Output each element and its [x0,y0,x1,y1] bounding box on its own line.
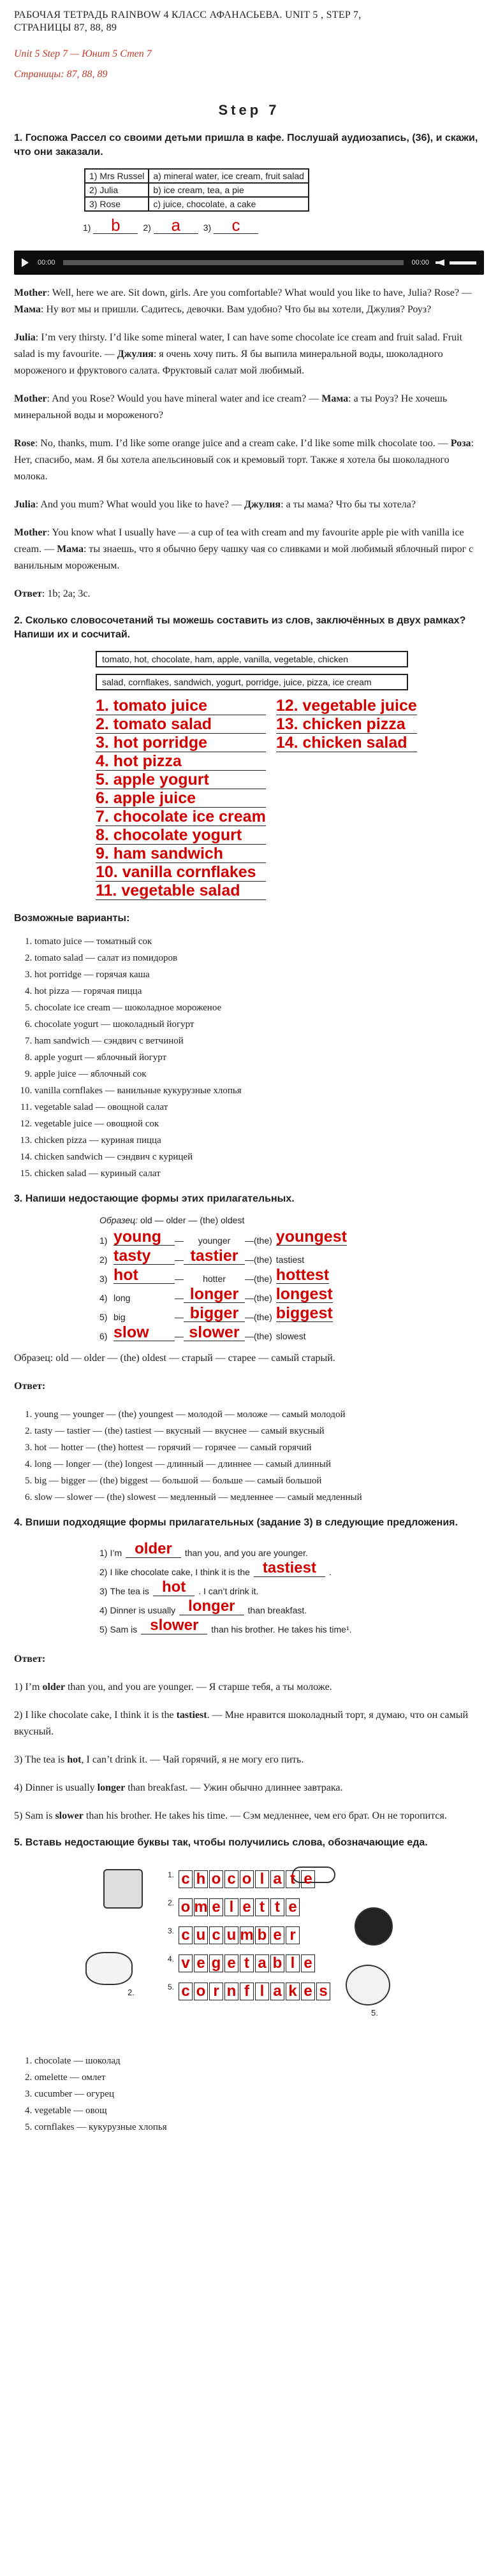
form-superlative: longest [275,1285,333,1303]
crossword-cell: v [179,1954,193,1972]
speaker: Mother [14,287,47,298]
crossword [14,1863,484,2041]
variants-title: Возможные варианты: [14,913,130,924]
filled-word: slower [141,1617,207,1634]
list-item: 13. chicken pizza — куриная пицца [34,1132,484,1149]
handwritten-phrase: 12. vegetable juice [275,697,417,715]
crossword-cell: k [286,1983,300,2000]
crossword-cell: e [194,1954,208,1972]
the-label: (the) [254,1312,272,1322]
sentence-end: . I can’t drink it. [198,1586,259,1596]
list-item: 11. vegetable salad — овощной салат [34,1099,484,1116]
task-1-title: 1. Госпожа Рассел со своими детьми пришла в кафе. Послушай аудиозапись, (36), и скажи, что они заказали. [14,133,478,157]
form-positive: tasty [114,1248,175,1265]
sentence-end: than breakfast. [247,1605,307,1615]
list-item: 2. tomato salad — салат из помидоров [34,950,484,966]
forms-row: 1) young — younger — (the) youngest [99,1228,347,1246]
crossword-cell: e [240,1898,254,1916]
form-comparative: tastier [184,1248,245,1265]
crossword-word [179,1870,316,1888]
fill-row [99,1558,484,1577]
forms-row: 5) big — bigger — (the) biggest [99,1304,333,1322]
crossword-cell: e [209,1898,223,1916]
crossword-cell: c [179,1870,193,1888]
task-1-table [84,168,309,212]
handwritten-phrase: 11. vegetable salad [96,882,266,900]
answer-word: hot [67,1754,82,1765]
line-text-ru: : я очень хочу пить. Я бы выпила минеральной воды, шоколадного мороженого и фруктового салата. Фруктовый салат мой любимый. [14,349,443,376]
answer-part: than his brother. He takes his time. — Сэм медленнее, чем его брат. Он не торопится. [83,1810,447,1821]
fill-rows [14,1539,484,1634]
task-4-title: 4. Впиши подходящие формы прилагательных (задание 3) в следующие предложения. [14,1517,458,1528]
dialogue [14,285,484,574]
forms-row: 6) slow — slower — (the) slowest [99,1323,306,1341]
cornflakes-picture [346,1965,390,2005]
crossword-cell: l [255,1983,269,2000]
crossword-cell: a [255,1954,269,1972]
crossword-cell: e [301,1983,315,2000]
crossword-number: 1. [168,1870,175,1879]
answer-number: 2) [143,222,151,233]
match-left: 1) Mrs Russel [85,169,149,183]
match-left: 3) Rose [85,197,149,211]
answer-part: than breakfast. — Ужин обычно длиннее завтрака. [125,1782,343,1793]
dialogue-line [14,330,484,379]
speaker: Mother [14,393,47,404]
breadcrumb[interactable]: Unit 5 Step 7 — Юнит 5 Степ 7 [14,48,152,59]
the-label: (the) [254,1293,272,1303]
speaker-ru: Джулия [117,349,154,360]
omelette-picture [85,1952,133,1985]
sentence-start: I like chocolate cake, I think it is the [110,1567,250,1577]
answer-part: Dinner is usually [25,1782,98,1793]
handwritten-phrase: 4. hot pizza [96,752,266,771]
seek-bar[interactable] [63,260,404,265]
answer-1 [14,586,484,602]
answer-value: a [154,217,198,234]
list-item: 10. vanilla cornflakes — ванильные кукурузные хлопья [34,1082,484,1099]
form-superlative: tastiest [275,1255,305,1265]
match-right: a) mineral water, ice cream, fruit salad [149,169,309,183]
crossword-cell: t [240,1954,254,1972]
speaker: Rose [14,438,35,449]
line-text: : And you mum? What would you like to have? — [35,499,245,510]
list-item: 12. vegetable juice — овощной сок [34,1116,484,1132]
forms-row: 2) tasty — tastier — (the) tastiest [99,1247,305,1265]
row-number: 6) [99,1331,108,1341]
crossword-cell: e [270,1926,284,1944]
crossword-cell: o [179,1898,193,1916]
form-positive: big [114,1312,126,1322]
row-number: 1) [99,1548,108,1558]
speaker: Mother [14,527,47,538]
crossword-cell: e [286,1898,300,1916]
fill-row [99,1596,484,1615]
example-word: Образец: [99,1215,138,1225]
sentence-start: I’m [110,1548,122,1558]
match-left: 2) Julia [85,183,149,197]
crossword-cell: l [255,1870,269,1888]
row-number: 5) [99,1312,108,1322]
line-text: : And you Rose? Would you have mineral water and ice cream? — [47,393,322,404]
sentence-start: The tea is [110,1586,149,1596]
answer-sentence: 4) Dinner is usually longer than breakfast. — Ужин обычно длиннее завтрака. [14,1782,343,1793]
list-item: 6. slow — slower — (the) slowest — медленный — медленнее — самый медленный [34,1489,484,1506]
list-item: 9. apple juice — яблочный сок [34,1066,484,1082]
crossword-cell: o [240,1870,254,1888]
dialogue-line [14,525,484,574]
sentence-end: . [328,1567,332,1577]
answer-part: , I can’t drink it. — Чай горячий, я не могу его пить. [81,1754,304,1765]
form-comparative: hotter [203,1274,226,1284]
match-right: b) ice cream, tea, a pie [149,183,309,197]
forms-block [99,1215,484,1341]
list-item: 5. chocolate ice cream — шоколадное мороженое [34,1000,484,1016]
list-item: 7. ham sandwich — сэндвич с ветчиной [34,1033,484,1049]
line-text-ru: : Нет, спасибо, мам. Я бы хотела апельсиновый сок и кремовый торт. Также я хотела бы шоколадного молока. [14,438,474,482]
answer-word: longer [97,1782,126,1793]
page-title-line-1: РАБОЧАЯ ТЕТРАДЬ RAINBOW 4 КЛАСС АФАНАСЬЕВА. UNIT 5 , STEP 7, [14,10,362,20]
crossword-cell: e [224,1954,238,1972]
form-superlative: slowest [275,1331,306,1341]
dialogue-line [14,391,484,424]
crossword-cell: m [194,1898,208,1916]
speaker: Julia [14,499,36,510]
dialogue-line [14,285,484,318]
crossword-cell: e [301,1954,315,1972]
crossword-cell: o [209,1870,223,1888]
crossword-cell: b [270,1954,284,1972]
volume-slider[interactable] [450,261,476,265]
crossword-number: 2. [168,1898,175,1907]
row-number: 2) [99,1567,108,1577]
audio-player[interactable] [14,251,484,275]
forms-row: 4) long — longer — (the) longest [99,1285,333,1303]
answer-part: Sam is [25,1810,55,1821]
crossword-cell: t [270,1898,284,1916]
crossword-cell: f [240,1983,254,2000]
crossword-cell: b [255,1926,269,1944]
answer-3-label: Ответ: [14,1381,46,1392]
crossword-cell: t [286,1870,300,1888]
form-positive: hot [114,1267,175,1284]
speaker-ru: Мама [321,393,349,404]
crossword-cell: t [255,1898,269,1916]
word-box-2: salad, cornflakes, sandwich, yogurt, porridge, juice, pizza, ice cream [96,674,408,690]
list-item: 5. big — bigger — (the) biggest — большой — больше — самый большой [34,1473,484,1489]
handwritten-phrase: 10. vanilla cornflakes [96,863,266,882]
row-number: 2) [99,1255,108,1265]
crossword-cell: c [179,1926,193,1944]
step-title: Step 7 [218,102,280,118]
fill-row [99,1539,484,1558]
answer-part: than you, and you are younger. — Я старше тебя, а ты моложе. [64,1682,332,1692]
sentence-start: Sam is [110,1624,138,1634]
answer-number: 3) [203,222,212,233]
crossword-cell: c [224,1870,238,1888]
crossword-cell: c [209,1926,223,1944]
speaker-ru: Мама [57,544,84,555]
forms-row: 3) hot — hotter — (the) hottest [99,1266,330,1284]
handwritten-phrase: 7. chocolate ice cream [96,808,266,826]
forms-example [99,1215,484,1225]
answer-4-label: Ответ: [14,1654,46,1664]
fill-row [99,1615,484,1634]
list-item: 3. hot porridge — горячая каша [34,966,484,983]
line-text: : I’m very thirsty. I’d like some mineral water, I can have some chocolate ice cream and fruit salad. Fruit salad is my favourite. — [14,332,462,360]
list-item: 5. cornflakes — кукурузные хлопья [34,2119,484,2136]
task-5-title: 5. Вставь недостающие буквы так, чтобы получились слова, обозначающие еда. [14,1837,428,1848]
answer-part: I’m [25,1682,43,1692]
crossword-number: 3. [168,1926,175,1935]
filled-word: older [126,1541,181,1558]
answers-column-1 [96,697,266,900]
speaker-ru: Роза [450,438,471,449]
the-label: (the) [254,1235,272,1246]
speaker-ru: Джулия [244,499,281,510]
sentence-start: Dinner is usually [110,1605,176,1615]
answer-label: Ответ [14,1654,42,1664]
form-positive: slow [114,1324,175,1341]
picture-label-5: 5. [371,2008,378,2018]
row-number: 3) [99,1586,108,1596]
task-3-title: 3. Напиши недостающие формы этих прилагательных. [14,1193,295,1204]
line-text-ru: : Ну вот мы и пришли. Садитесь, девочки. Вам удобно? Что бы вы хотели, Джулия? Роуз? [40,304,432,315]
chocolate-picture [103,1869,143,1909]
match-row [85,183,309,197]
handwritten-phrase: 5. apple yogurt [96,771,266,789]
crossword-cell: g [209,1954,223,1972]
form-superlative: biggest [275,1304,333,1322]
crossword-cell: l [224,1898,238,1916]
crossword-cell: a [270,1870,284,1888]
form-positive: long [114,1293,131,1303]
row-number: 3) [99,1274,108,1284]
answers-5-list [14,2053,484,2136]
list-item: 2. omelette — омлет [34,2069,484,2086]
line-text: : You know what I usually have — a cup of tea with cream and my favourite apple pie with vanilla ice cream. — [14,527,464,555]
handwritten-phrase: 1. tomato juice [96,697,266,715]
dialogue-line [14,497,484,513]
match-right: c) juice, chocolate, a cake [149,197,309,211]
list-item: 4. hot pizza — горячая пицца [34,983,484,1000]
crossword-cell: m [240,1926,254,1944]
handwritten-phrase: 9. ham sandwich [96,845,266,863]
line-text-ru: : а ты Роуз? Не хочешь минеральной воды и мороженого? [14,393,448,421]
task-2-title: 2. Сколько словосочетаний ты можешь составить из слов, заключённых в двух рамках? Напиши их и сосчитай. [14,615,466,640]
example-rest: old — older — (the) oldest [140,1215,245,1225]
pages-label: Страницы: 87, 88, 89 [14,69,108,80]
crossword-word [179,1954,316,1972]
forms-example-text: Образец: old — older — (the) oldest — старый — старее — самый старый. [14,1353,335,1364]
handwritten-phrase: 14. chicken salad [276,734,417,752]
answer-label: Ответ [14,1381,42,1392]
answer-sentence: 5) Sam is slower than his brother. He takes his time. — Сэм медленнее, чем его брат. Он не торопится. [14,1810,447,1821]
picture-label-2: 2. [128,1988,135,1997]
vegetable-picture [355,1907,393,1946]
page-title-line-2: СТРАНИЦЫ 87, 88, 89 [14,22,117,33]
answer-word: tastiest [176,1710,207,1721]
task-2-answers [96,697,484,900]
answer-value: b [93,217,138,234]
the-label: (the) [254,1274,272,1284]
the-label: (the) [254,1331,272,1341]
form-comparative: slower [184,1324,245,1341]
answers-column-2 [276,697,417,900]
match-row [85,197,309,211]
handwritten-phrase: 2. tomato salad [96,715,266,734]
handwritten-phrase: 13. chicken pizza [276,715,417,734]
time-current: 00:00 [38,259,55,266]
crossword-cell: r [286,1926,300,1944]
handwritten-phrase: 6. apple juice [96,789,266,808]
answer-text: : 1b; 2a; 3c. [41,588,91,599]
line-text: : No, thanks, mum. I’d like some orange juice and a cream cake. I’d like some milk chocolate too. — [34,438,451,449]
crossword-cell: h [194,1870,208,1888]
line-text-ru: : а ты мама? Что бы ты хотела? [281,499,416,510]
speaker-ru: Мама [14,304,41,315]
speaker: Julia [14,332,36,343]
crossword-cell: n [224,1983,238,2000]
list-item: 4. long — longer — (the) longest — длинный — длиннее — самый длинный [34,1456,484,1473]
play-icon[interactable] [22,258,29,267]
crossword-word [179,1926,301,1944]
crossword-word [179,1983,332,2000]
crossword-word [179,1898,301,1916]
time-total: 00:00 [411,259,429,266]
list-item: 1. tomato juice — томатный сок [34,933,484,950]
answer-part: I like chocolate cake, I think it is the [25,1710,177,1721]
answers-3-list [14,1406,484,1506]
answer-part: . — Мне нравится шоколадный торт, я думаю, что он самый вкусный. [14,1710,468,1737]
list-item: 15. chicken salad — куриный салат [34,1165,484,1182]
list-item: 3. cucumber — огурец [34,2086,484,2102]
row-number: 4) [99,1293,108,1303]
sentence-end: than you, and you are younger. [184,1548,308,1558]
variants-list [14,933,484,1182]
answer-sentence: 2) I like chocolate cake, I think it is the tastiest. — Мне нравится шоколадный торт, я думаю, что он самый вкусный. [14,1710,468,1737]
list-item: 14. chicken sandwich — сэндвич с курицей [34,1149,484,1165]
match-row [85,169,309,183]
form-comparative: younger [198,1235,231,1246]
form-superlative: youngest [275,1228,347,1246]
answer-value: c [214,217,258,234]
list-item: 3. hot — hotter — (the) hottest — горячий — горячее — самый горячий [34,1439,484,1456]
answer-word: slower [55,1810,84,1821]
filled-word: hot [153,1579,194,1596]
list-item: 4. vegetable — овощ [34,2102,484,2119]
row-number: 5) [99,1624,108,1634]
list-item: 6. chocolate yogurt — шоколадный йогурт [34,1016,484,1033]
list-item: 2. tasty — tastier — (the) tastiest — вкусный — вкуснее — самый вкусный [34,1423,484,1439]
crossword-cell: o [194,1983,208,2000]
crossword-cell: e [301,1870,315,1888]
crossword-number: 5. [168,1983,175,1991]
answer-sentence: 1) I’m older than you, and you are younger. — Я старше тебя, а ты моложе. [14,1682,332,1692]
crossword-cell: c [179,1983,193,2000]
list-item: 1. young — younger — (the) youngest — молодой — моложе — самый молодой [34,1406,484,1423]
answer-sentence: 3) The tea is hot, I can’t drink it. — Чай горячий, я не могу его пить. [14,1754,304,1765]
form-superlative: hottest [275,1266,330,1284]
volume-icon[interactable] [436,259,444,266]
list-item: 1. chocolate — шоколад [34,2053,484,2069]
crossword-cell: u [194,1926,208,1944]
row-number: 4) [99,1605,108,1615]
crossword-cell: a [270,1983,284,2000]
handwritten-phrase: 8. chocolate yogurt [96,826,266,845]
answer-part: The tea is [25,1754,68,1765]
filled-word: longer [179,1598,244,1615]
page-title [14,9,484,34]
handwritten-phrase: 3. hot porridge [96,734,266,752]
filled-word: tastiest [254,1560,325,1577]
answers-4 [14,1679,484,1824]
crossword-cell: u [224,1926,238,1944]
answer-word: older [42,1682,65,1692]
the-label: (the) [254,1255,272,1265]
fill-row [99,1577,484,1596]
line-text-ru: : ты знаешь, что я обычно беру чашку чая со сливками и мой любимый яблочный пирог с ванильным мороженым. [14,544,474,571]
line-text: : Well, here we are. Sit down, girls. Are you comfortable? What would you like to have, Julia? Rose? — [47,287,472,298]
form-comparative: longer [184,1286,245,1303]
dialogue-line [14,435,484,485]
form-comparative: bigger [184,1305,245,1322]
crossword-cell: l [286,1954,300,1972]
crossword-number: 4. [168,1954,175,1963]
list-item: 8. apple yogurt — яблочный йогурт [34,1049,484,1066]
answer-number: 1) [83,222,91,233]
answer-label: Ответ [14,588,42,599]
sentence-end: than his brother. He takes his time¹. [211,1624,352,1634]
row-number: 1) [99,1235,108,1246]
task-1-answers [83,217,484,234]
word-box-1: tomato, hot, chocolate, ham, apple, vanilla, vegetable, chicken [96,651,408,667]
form-positive: young [114,1228,175,1246]
crossword-cell: s [316,1983,330,2000]
crossword-cell: r [209,1983,223,2000]
